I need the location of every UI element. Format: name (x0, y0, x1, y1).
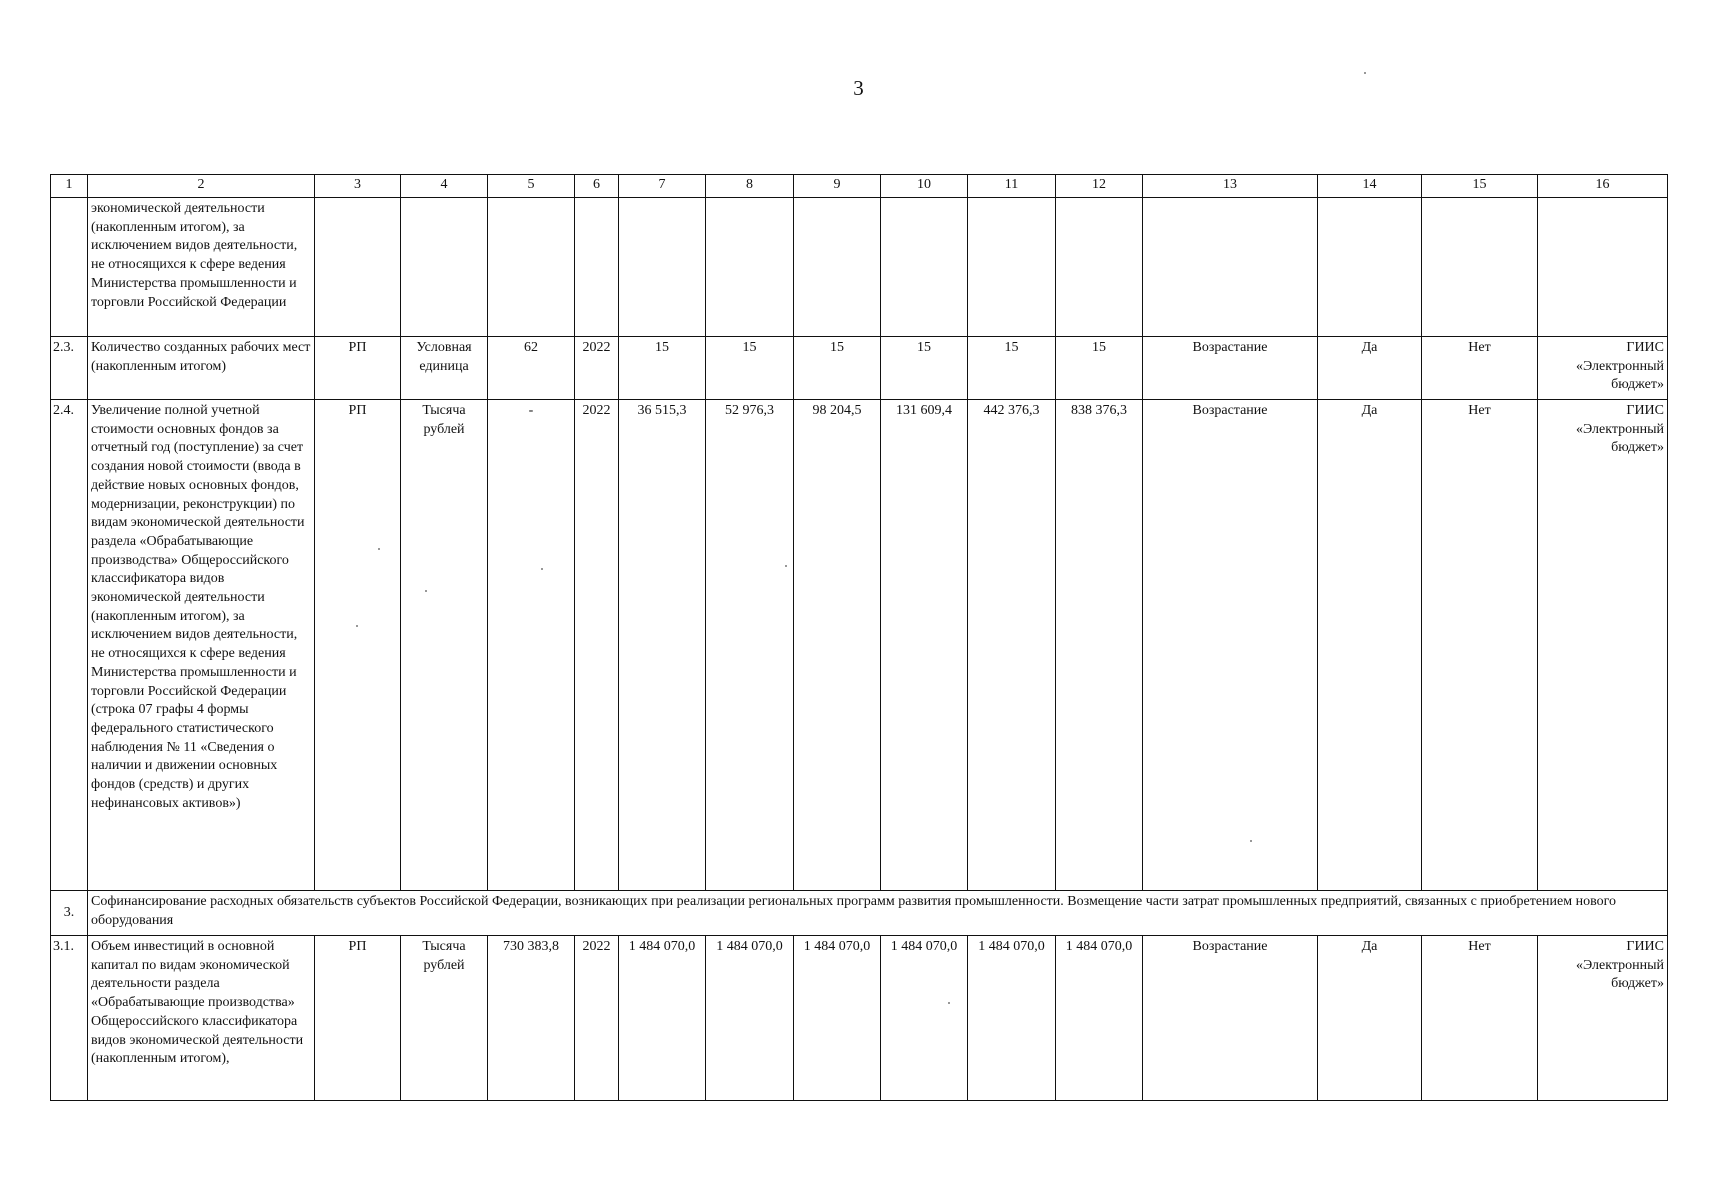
section-title: Софинансирование расходных обязательств субъектов Российской Федерации, возникающих при реализации региональных программ развития промышленности. Возмещение части затрат промышленных предприятий, связанных с приобретением нового оборудования (88, 891, 1668, 936)
unit-cell: Тысяча рублей (401, 400, 488, 891)
base-value-cell: - (488, 400, 575, 891)
unit-cell: Условная единица (401, 337, 488, 400)
base-year-cell: 2022 (575, 400, 619, 891)
header-cell: 2 (88, 175, 315, 198)
header-cell: 10 (881, 175, 968, 198)
trend-cell: Возрастание (1143, 337, 1318, 400)
flag-cell: Да (1318, 337, 1422, 400)
source-cell: ГИИС «Электронный бюджет» (1538, 936, 1668, 1101)
header-cell: 11 (968, 175, 1056, 198)
empty-cell (1538, 198, 1668, 337)
indicator-name-continued: экономической деятельности (накопленным итогом), за исключением видов деятельности, не относящихся к сфере ведения Министерства промышленности и торговли Российской Федерации (88, 198, 315, 337)
page-number: 3 (853, 76, 864, 100)
header-cell: 3 (315, 175, 401, 198)
value-cell: 36 515,3 (619, 400, 706, 891)
empty-cell (315, 198, 401, 337)
empty-cell (968, 198, 1056, 337)
indicators-table (50, 174, 1668, 1101)
empty-cell (1422, 198, 1538, 337)
indicator-name: Увеличение полной учетной стоимости основных фондов за отчетный год (поступление) за счет создания новой стоимости (ввода в действие новых основных фондов, модернизации, реконструкции) по видам экономической деятельности раздела «Обрабатывающие производства» Общероссийского классификатора видов экономической деятельности (накопленным итогом), за исключением видов деятельности, не относящихся к сфере ведения Министерства промышленности и торговли Российской Федерации (строка 07 графы 4 формы федерального статистического наблюдения № 11 «Сведения о наличии и движении основных фондов (средств) и других нефинансовых активов») (88, 400, 315, 891)
value-cell: 442 376,3 (968, 400, 1056, 891)
header-cell: 6 (575, 175, 619, 198)
row-number: 2.3. (51, 337, 88, 400)
empty-cell (488, 198, 575, 337)
value-cell: 15 (794, 337, 881, 400)
table-row (51, 337, 1668, 400)
flag-cell: Нет (1422, 400, 1538, 891)
empty-cell (1318, 198, 1422, 337)
level-cell: РП (315, 936, 401, 1101)
empty-cell (1056, 198, 1143, 337)
value-cell: 1 484 070,0 (706, 936, 794, 1101)
empty-cell (575, 198, 619, 337)
table-row (51, 936, 1668, 1101)
level-cell: РП (315, 337, 401, 400)
row-number: 3.1. (51, 936, 88, 1101)
value-cell: 15 (881, 337, 968, 400)
trend-cell: Возрастание (1143, 936, 1318, 1101)
base-value-cell: 62 (488, 337, 575, 400)
value-cell: 1 484 070,0 (968, 936, 1056, 1101)
value-cell: 15 (706, 337, 794, 400)
unit-cell: Тысяча рублей (401, 936, 488, 1101)
flag-cell: Да (1318, 400, 1422, 891)
source-cell: ГИИС «Электронный бюджет» (1538, 400, 1668, 891)
value-cell: 15 (1056, 337, 1143, 400)
value-cell: 131 609,4 (881, 400, 968, 891)
value-cell: 838 376,3 (1056, 400, 1143, 891)
level-cell: РП (315, 400, 401, 891)
header-cell: 1 (51, 175, 88, 198)
header-cell: 5 (488, 175, 575, 198)
section-number: 3. (51, 891, 88, 936)
empty-cell (706, 198, 794, 337)
value-cell: 1 484 070,0 (619, 936, 706, 1101)
header-cell: 7 (619, 175, 706, 198)
header-cell: 8 (706, 175, 794, 198)
header-cell: 14 (1318, 175, 1422, 198)
value-cell: 15 (968, 337, 1056, 400)
empty-cell (619, 198, 706, 337)
source-cell: ГИИС «Электронный бюджет» (1538, 337, 1668, 400)
base-year-cell: 2022 (575, 337, 619, 400)
indicator-name: Количество созданных рабочих мест (накопленным итогом) (88, 337, 315, 400)
scan-speck (1364, 72, 1366, 74)
empty-cell (1143, 198, 1318, 337)
empty-cell (881, 198, 968, 337)
header-cell: 9 (794, 175, 881, 198)
header-cell: 15 (1422, 175, 1538, 198)
header-cell: 12 (1056, 175, 1143, 198)
section-row (51, 891, 1668, 936)
value-cell: 1 484 070,0 (794, 936, 881, 1101)
table-row (51, 400, 1668, 891)
value-cell: 52 976,3 (706, 400, 794, 891)
flag-cell: Нет (1422, 936, 1538, 1101)
indicator-name: Объем инвестиций в основной капитал по видам экономической деятельности раздела «Обрабатывающие производства» Общероссийского классификатора видов экономической деятельности (накопленным итогом), (88, 936, 315, 1101)
header-cell: 13 (1143, 175, 1318, 198)
header-cell: 4 (401, 175, 488, 198)
row-number: 2.4. (51, 400, 88, 891)
value-cell: 1 484 070,0 (881, 936, 968, 1101)
header-cell: 16 (1538, 175, 1668, 198)
header-row (51, 175, 1668, 198)
row-number-empty (51, 198, 88, 337)
trend-cell: Возрастание (1143, 400, 1318, 891)
value-cell: 1 484 070,0 (1056, 936, 1143, 1101)
base-value-cell: 730 383,8 (488, 936, 575, 1101)
value-cell: 98 204,5 (794, 400, 881, 891)
empty-cell (794, 198, 881, 337)
empty-cell (401, 198, 488, 337)
continuation-row (51, 198, 1668, 337)
base-year-cell: 2022 (575, 936, 619, 1101)
flag-cell: Нет (1422, 337, 1538, 400)
value-cell: 15 (619, 337, 706, 400)
flag-cell: Да (1318, 936, 1422, 1101)
